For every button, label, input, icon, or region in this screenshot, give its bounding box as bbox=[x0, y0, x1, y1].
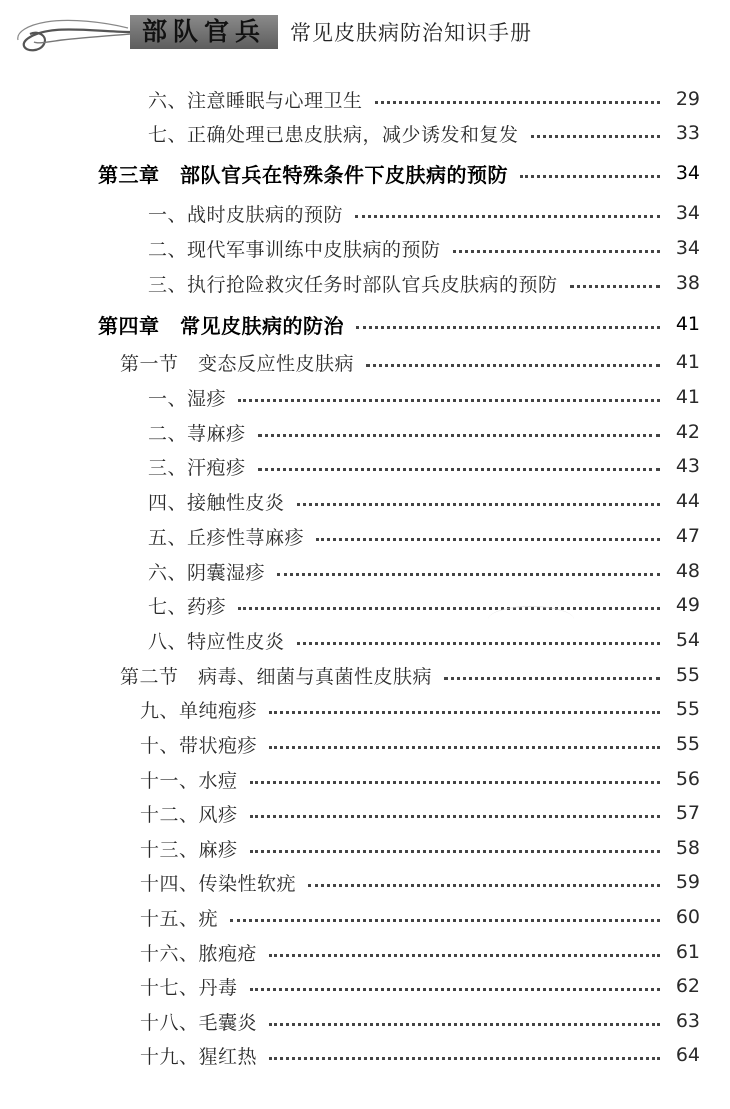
toc-entry-page: 47 bbox=[675, 525, 700, 547]
leader-dots bbox=[277, 573, 660, 576]
toc-entry bbox=[140, 694, 700, 724]
toc-chapter-label: 第四章 常见皮肤病的防治 bbox=[98, 313, 344, 338]
toc-entry-label: 六、注意睡眠与心理卫生 bbox=[148, 89, 363, 112]
toc-entry bbox=[148, 84, 700, 114]
toc-entry-page: 48 bbox=[675, 560, 700, 582]
toc-entry bbox=[140, 971, 700, 1001]
toc-entry-page: 58 bbox=[675, 837, 700, 859]
book-title: 常见皮肤病防治知识手册 bbox=[290, 21, 532, 45]
toc-entry bbox=[140, 1006, 700, 1036]
toc-entry-page: 61 bbox=[675, 941, 700, 963]
leader-dots bbox=[258, 468, 660, 471]
scan-artifact bbox=[488, 606, 574, 633]
leader-dots bbox=[316, 538, 660, 541]
toc-entry bbox=[148, 590, 700, 620]
toc-entry-label: 十七、丹毒 bbox=[140, 976, 238, 999]
toc-entry-label: 十五、疣 bbox=[140, 907, 219, 930]
toc-entry-page: 55 bbox=[675, 664, 700, 686]
toc-section bbox=[120, 347, 700, 377]
toc-entry-page: 41 bbox=[675, 313, 700, 335]
brand-title: 部队官兵 bbox=[141, 17, 266, 46]
leader-dots bbox=[230, 919, 660, 922]
leader-dots bbox=[308, 884, 660, 887]
leader-dots bbox=[269, 954, 660, 957]
toc-entry bbox=[140, 729, 700, 759]
toc-entry-page: 34 bbox=[675, 237, 700, 259]
toc-entry-label: 五、丘疹性荨麻疹 bbox=[148, 526, 305, 549]
toc-entry-page: 43 bbox=[675, 455, 700, 477]
leader-dots bbox=[250, 815, 660, 818]
toc-section bbox=[120, 660, 700, 690]
toc-entry-label: 二、现代军事训练中皮肤病的预防 bbox=[148, 238, 441, 261]
leader-dots bbox=[238, 607, 660, 610]
toc-entry-label: 十一、水痘 bbox=[140, 769, 238, 792]
toc-chapter bbox=[98, 158, 700, 188]
swirl-ornament-icon bbox=[8, 10, 136, 54]
leader-dots bbox=[269, 711, 660, 714]
toc-entry-label: 二、荨麻疹 bbox=[148, 422, 246, 445]
leader-dots bbox=[269, 1057, 660, 1060]
toc-entry bbox=[140, 937, 700, 967]
toc-entry-label: 一、湿疹 bbox=[148, 387, 227, 410]
toc-entry-label: 十八、毛囊炎 bbox=[140, 1011, 258, 1034]
toc-entry-label: 三、执行抢险救灾任务时部队官兵皮肤病的预防 bbox=[148, 273, 558, 296]
toc-entry-label: 一、战时皮肤病的预防 bbox=[148, 203, 344, 226]
toc-entry-label: 十六、脓疱疮 bbox=[140, 942, 258, 965]
toc-entry-page: 64 bbox=[675, 1044, 700, 1066]
leader-dots bbox=[355, 215, 660, 218]
toc-entry bbox=[148, 486, 700, 516]
toc-entry-label: 十四、传染性软疣 bbox=[140, 872, 297, 895]
toc-entry bbox=[148, 556, 700, 586]
leader-dots bbox=[250, 988, 660, 991]
toc-entry-page: 29 bbox=[675, 88, 700, 110]
toc-entry-page: 62 bbox=[675, 975, 700, 997]
toc-entry-label: 四、接触性皮炎 bbox=[148, 491, 285, 514]
toc-entry-page: 38 bbox=[675, 272, 700, 294]
toc-entry-page: 41 bbox=[675, 351, 700, 373]
leader-dots bbox=[531, 135, 660, 138]
leader-dots bbox=[366, 364, 660, 367]
toc-entry bbox=[148, 382, 700, 412]
toc-section-label: 第二节 病毒、细菌与真菌性皮肤病 bbox=[120, 665, 433, 688]
toc-entry-page: 33 bbox=[675, 122, 700, 144]
toc-entry-page: 54 bbox=[675, 629, 700, 651]
toc-entry bbox=[140, 833, 700, 863]
toc-entry-label: 七、正确处理已患皮肤病，减少诱发和复发 bbox=[148, 123, 519, 146]
toc-entry-label: 三、汗疱疹 bbox=[148, 456, 246, 479]
leader-dots bbox=[250, 850, 660, 853]
brand-banner bbox=[130, 15, 278, 49]
toc-entry-page: 41 bbox=[675, 386, 700, 408]
leader-dots bbox=[297, 642, 660, 645]
toc-entry bbox=[148, 417, 700, 447]
toc-entry-label: 十二、风疹 bbox=[140, 803, 238, 826]
toc-entry-label: 七、药疹 bbox=[148, 595, 227, 618]
toc-entry bbox=[140, 867, 700, 897]
toc-entry bbox=[148, 268, 700, 298]
toc-entry bbox=[148, 521, 700, 551]
toc-entry bbox=[140, 902, 700, 932]
toc-entry-page: 42 bbox=[675, 421, 700, 443]
leader-dots bbox=[453, 250, 660, 253]
toc-entry-page: 56 bbox=[675, 768, 700, 790]
toc-entry-label: 六、阴囊湿疹 bbox=[148, 561, 266, 584]
toc-entry-page: 49 bbox=[675, 594, 700, 616]
toc-entry bbox=[148, 233, 700, 263]
toc-entry-page: 34 bbox=[675, 202, 700, 224]
toc-entry-page: 57 bbox=[675, 802, 700, 824]
toc-entry-label: 十九、猩红热 bbox=[140, 1045, 258, 1068]
toc-entry bbox=[148, 118, 700, 148]
toc-entry-label: 十、带状疱疹 bbox=[140, 734, 258, 757]
leader-dots bbox=[297, 503, 660, 506]
leader-dots bbox=[375, 101, 660, 104]
toc-entry bbox=[148, 625, 700, 655]
toc-entry bbox=[148, 451, 700, 481]
toc-entry bbox=[140, 764, 700, 794]
toc-entry-page: 55 bbox=[675, 698, 700, 720]
toc-chapter bbox=[98, 309, 700, 339]
toc-entry-label: 九、单纯疱疹 bbox=[140, 699, 258, 722]
leader-dots bbox=[444, 677, 660, 680]
toc-chapter-label: 第三章 部队官兵在特殊条件下皮肤病的预防 bbox=[98, 162, 508, 187]
toc-entry bbox=[140, 1040, 700, 1070]
toc-entry bbox=[140, 798, 700, 828]
toc-entry-page: 55 bbox=[675, 733, 700, 755]
toc-entry-page: 44 bbox=[675, 490, 700, 512]
leader-dots bbox=[520, 175, 660, 178]
toc-entry-page: 59 bbox=[675, 871, 700, 893]
leader-dots bbox=[356, 326, 660, 329]
leader-dots bbox=[570, 285, 660, 288]
toc-entry-page: 60 bbox=[675, 906, 700, 928]
leader-dots bbox=[250, 781, 660, 784]
toc-entry-label: 十三、麻疹 bbox=[140, 838, 238, 861]
toc-entry-label: 八、特应性皮炎 bbox=[148, 630, 285, 653]
leader-dots bbox=[238, 399, 660, 402]
toc-section-label: 第一节 变态反应性皮肤病 bbox=[120, 352, 355, 375]
leader-dots bbox=[258, 434, 660, 437]
toc-entry-page: 63 bbox=[675, 1010, 700, 1032]
toc-entry-page: 34 bbox=[675, 162, 700, 184]
toc-entry bbox=[148, 198, 700, 228]
page-header bbox=[0, 0, 730, 70]
leader-dots bbox=[269, 746, 660, 749]
leader-dots bbox=[269, 1023, 660, 1026]
